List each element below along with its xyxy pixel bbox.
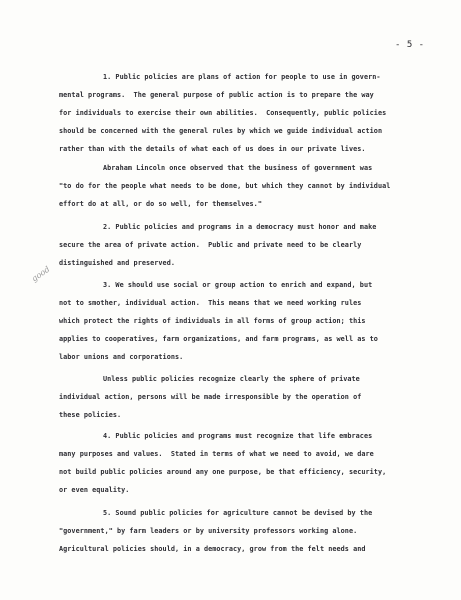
text-line: these policies. <box>59 411 122 419</box>
text-line: mental programs. The general purpose of public action is to prepare the way <box>59 91 374 99</box>
text-line: not build public policies around any one purpose, be that efficiency, security, <box>59 468 387 476</box>
text-line: which protect the rights of individuals in all forms of group action; this <box>59 317 366 325</box>
text-line: or even equality. <box>59 486 130 494</box>
text-line: secure the area of private action. Public and private need to be clearly <box>59 241 362 249</box>
text-line: 5. Sound public policies for agriculture cannot be devised by the <box>103 509 373 517</box>
margin-handwritten-note: good <box>30 264 52 284</box>
text-line: not to smother, individual action. This means that we need working rules <box>59 299 362 307</box>
text-line: rather than with the details of what each of us does in our private lives. <box>59 145 366 153</box>
text-line: applies to cooperatives, farm organizations, and farm programs, as well as to <box>59 335 378 343</box>
text-line: should be concerned with the general rules by which we guide individual action <box>59 127 383 135</box>
text-line: distinguished and preserved. <box>59 259 175 267</box>
text-line: 1. Public policies are plans of action for people to use in govern- <box>103 73 381 81</box>
text-line: "to do for the people what needs to be done, but which they cannot by individual <box>59 182 391 190</box>
page-number: - 5 - <box>395 40 425 50</box>
text-line: effort do at all, or do so well, for themselves." <box>59 200 262 208</box>
text-line: 2. Public policies and programs in a democracy must honor and make <box>103 223 377 231</box>
text-line: 4. Public policies and programs must recognize that life embraces <box>103 432 373 440</box>
text-line: Agricultural policies should, in a democracy, grow from the felt needs and <box>59 545 366 553</box>
text-line: 3. We should use social or group action to enrich and expand, but <box>103 281 373 289</box>
text-line: Abraham Lincoln once observed that the business of government was <box>103 164 373 172</box>
text-line: labor unions and corporations. <box>59 353 184 361</box>
text-line: individual action, persons will be made irresponsible by the operation of <box>59 393 362 401</box>
text-line: "government," by farm leaders or by university professors working alone. <box>59 527 358 535</box>
text-line: for individuals to exercise their own abilities. Consequently, public policies <box>59 109 387 117</box>
text-line: Unless public policies recognize clearly the sphere of private <box>103 375 360 383</box>
text-line: many purposes and values. Stated in terms of what we need to avoid, we dare <box>59 450 374 458</box>
